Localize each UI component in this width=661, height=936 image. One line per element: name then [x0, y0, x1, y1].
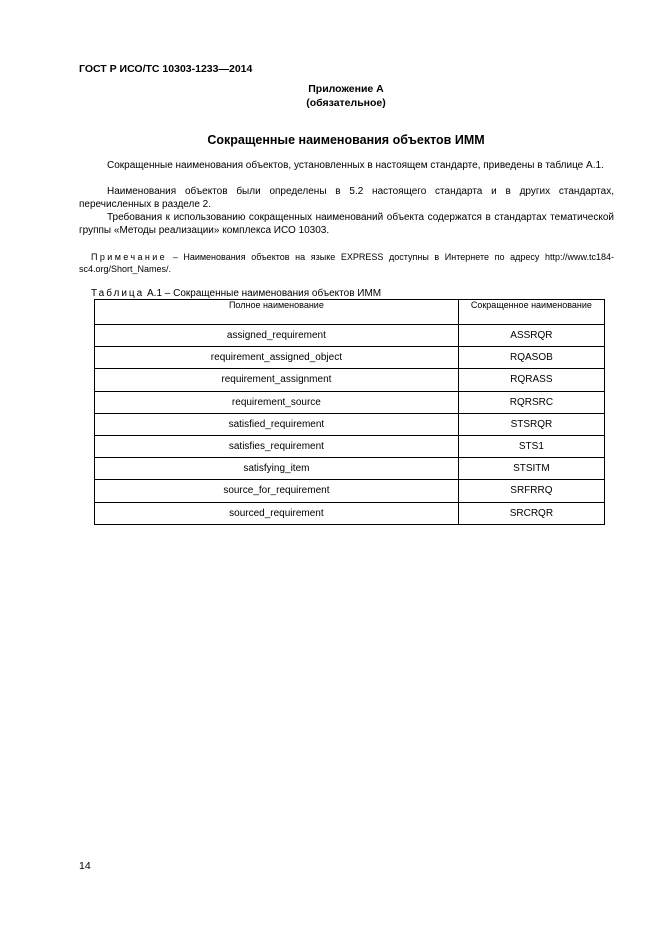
section-title: Сокращенные наименования объектов ИММ: [207, 133, 485, 147]
table-row: [95, 502, 605, 524]
table-caption: [91, 288, 381, 299]
paragraph-3: [79, 212, 614, 238]
note-dash: –: [167, 252, 184, 262]
cell-full-name: requirement_assigned_object: [95, 347, 459, 369]
table-row: [95, 458, 605, 480]
table-header-row: [95, 300, 605, 325]
table-row: [95, 325, 605, 347]
table-row: [95, 391, 605, 413]
col-header-full-name: Полное наименование: [95, 300, 459, 325]
annex-title: Приложение А: [308, 83, 384, 95]
document-code: ГОСТ Р ИСО/ТС 10303-1233—2014: [79, 63, 253, 75]
note-label: Примечание: [91, 252, 168, 262]
short-names-table: [94, 299, 605, 525]
paragraph-3-text: Требования к использованию сокращенных наименований объекта содержатся в стандартах тематической группы «Методы реализации» комплекса ИСО 10303.: [79, 212, 614, 236]
cell-full-name: satisfying_item: [95, 458, 459, 480]
cell-full-name: sourced_requirement: [95, 502, 459, 524]
cell-short-name: STS1: [458, 435, 604, 457]
paragraph-2: [79, 186, 614, 212]
paragraph-1: [79, 160, 614, 173]
cell-short-name: RQASOB: [458, 347, 604, 369]
cell-short-name: STSITM: [458, 458, 604, 480]
table-row: [95, 369, 605, 391]
cell-short-name: SRFRRQ: [458, 480, 604, 502]
annex-type: (обязательное): [306, 97, 386, 109]
table-row: [95, 347, 605, 369]
cell-full-name: requirement_source: [95, 391, 459, 413]
table-row: [95, 413, 605, 435]
cell-short-name: SRCRQR: [458, 502, 604, 524]
note: [79, 251, 614, 275]
note-text: Наименования объектов на языке EXPRESS доступны в Интернете по адресу http://www.tc184-sc4.org/Short_Names/.: [79, 252, 614, 274]
cell-full-name: satisfied_requirement: [95, 413, 459, 435]
cell-full-name: source_for_requirement: [95, 480, 459, 502]
cell-short-name: ASSRQR: [458, 325, 604, 347]
col-header-short-name: Сокращенное наименование: [458, 300, 604, 325]
table-caption-label: Таблица: [91, 288, 145, 299]
table-row: [95, 435, 605, 457]
table-row: [95, 480, 605, 502]
table-caption-text: А.1 – Сокращенные наименования объектов ИММ: [144, 288, 382, 299]
cell-full-name: requirement_assignment: [95, 369, 459, 391]
paragraph-2-text: Наименования объектов были определены в 5.2 настоящего стандарта и в других стандартах, перечисленных в разделе 2.: [79, 186, 614, 210]
cell-short-name: STSRQR: [458, 413, 604, 435]
page-number: 14: [79, 860, 91, 872]
cell-full-name: satisfies_requirement: [95, 435, 459, 457]
cell-short-name: RQRSRC: [458, 391, 604, 413]
cell-short-name: RQRASS: [458, 369, 604, 391]
cell-full-name: assigned_requirement: [95, 325, 459, 347]
paragraph-1-text: Сокращенные наименования объектов, установленных в настоящем стандарте, приведены в таблице А.1.: [107, 160, 604, 171]
